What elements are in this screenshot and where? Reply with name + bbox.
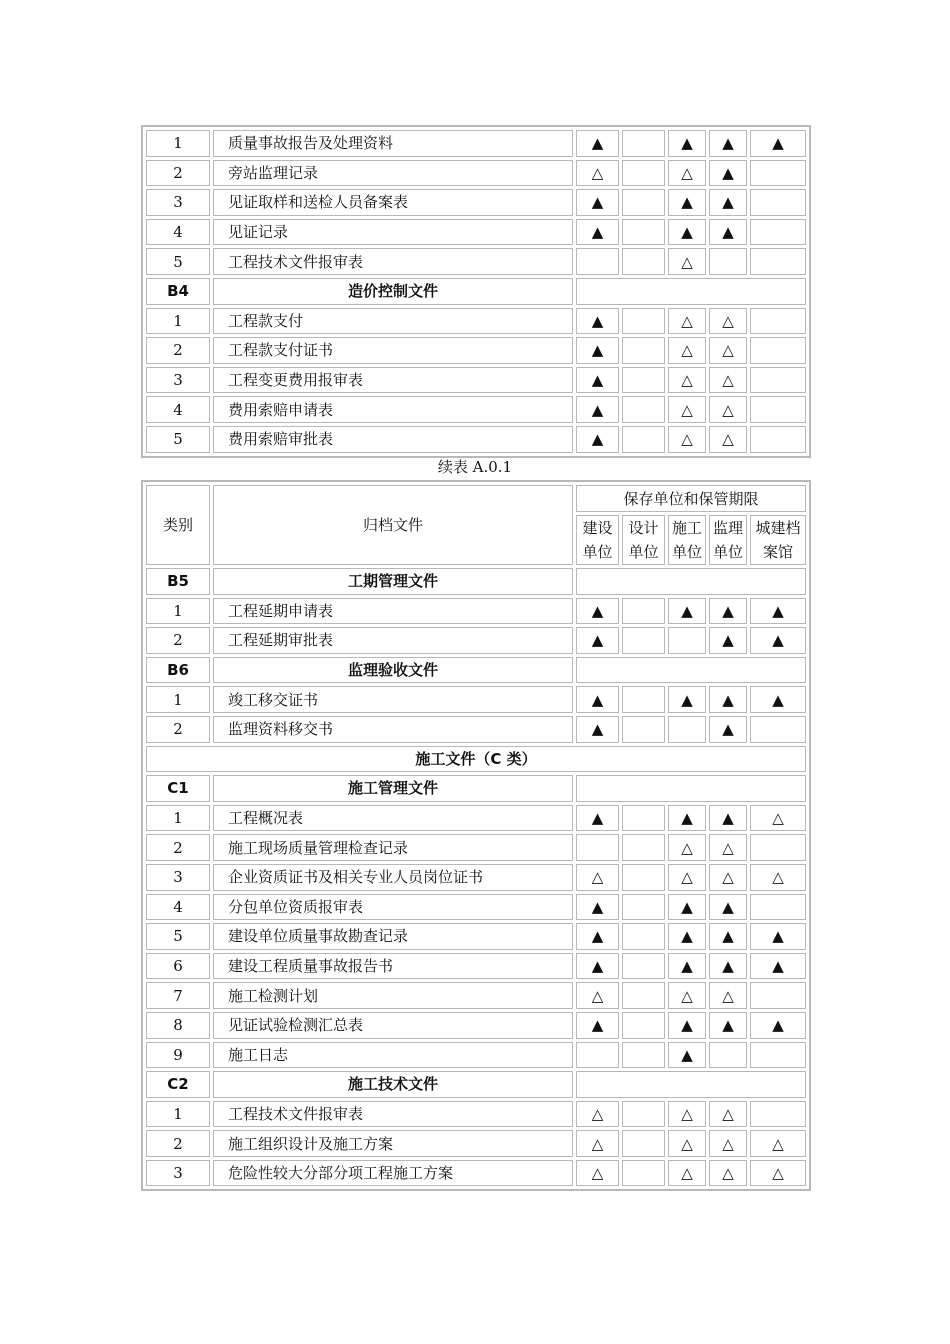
document-name: 质量事故报告及处理资料 [213,130,573,157]
table-caption: 续表 A.0.1 [437,458,513,476]
retention-mark: ▲ [668,598,706,625]
document-name: 企业资质证书及相关专业人员岗位证书 [213,864,573,891]
retention-mark: △ [576,1101,619,1128]
table-row [146,1130,806,1157]
retention-mark [668,627,706,654]
category-title: 施工文件（C 类） [146,746,806,773]
section-title: 监理验收文件 [213,657,573,684]
archive-table-continued [141,480,811,1191]
retention-mark: ▲ [709,923,747,950]
item-number: 1 [146,805,210,832]
retention-mark [750,982,806,1009]
item-number: 1 [146,1101,210,1128]
retention-mark: ▲ [576,367,619,394]
section-blank [576,775,806,802]
item-number: 9 [146,1042,210,1069]
retention-mark [750,219,806,246]
retention-mark [750,337,806,364]
retention-mark: △ [668,1101,706,1128]
retention-mark: ▲ [576,805,619,832]
table-row [146,160,806,187]
document-name: 见证记录 [213,219,573,246]
table-row [146,1012,806,1039]
retention-mark: ▲ [709,894,747,921]
item-number: 7 [146,982,210,1009]
retention-mark: △ [709,367,747,394]
header-document: 归档文件 [213,485,573,565]
table-row [146,1101,806,1128]
table-row [146,337,806,364]
header-unit-archive: 城建档 案馆 [750,515,806,565]
retention-mark [709,248,747,275]
document-name: 工程款支付证书 [213,337,573,364]
retention-mark: ▲ [750,598,806,625]
section-code: B4 [146,278,210,305]
retention-mark [622,1012,665,1039]
table-row [146,716,806,743]
retention-mark: ▲ [709,130,747,157]
section-blank [576,278,806,305]
retention-mark: ▲ [668,219,706,246]
header-unit-design: 设计 单位 [622,515,665,565]
retention-mark: ▲ [668,686,706,713]
document-name: 工程延期申请表 [213,598,573,625]
table-row [146,367,806,394]
retention-mark: △ [668,308,706,335]
retention-mark [668,716,706,743]
retention-mark: ▲ [668,953,706,980]
retention-mark: ▲ [709,716,747,743]
section-code: B5 [146,568,210,595]
retention-mark: ▲ [668,130,706,157]
item-number: 2 [146,716,210,743]
item-number: 4 [146,894,210,921]
item-number: 2 [146,1130,210,1157]
table-row [146,219,806,246]
table-row [146,923,806,950]
document-name: 工程技术文件报审表 [213,1101,573,1128]
retention-mark [750,716,806,743]
retention-mark: ▲ [576,598,619,625]
item-number: 8 [146,1012,210,1039]
section-row [146,657,806,684]
retention-mark: ▲ [576,953,619,980]
section-code: C2 [146,1071,210,1098]
retention-mark [750,396,806,423]
table-row [146,396,806,423]
item-number: 3 [146,367,210,394]
retention-mark: △ [668,426,706,453]
retention-mark: △ [709,1101,747,1128]
retention-mark: ▲ [576,627,619,654]
table-row [146,894,806,921]
document-name: 危险性较大分部分项工程施工方案 [213,1160,573,1187]
retention-mark [622,219,665,246]
retention-mark [622,953,665,980]
item-number: 3 [146,864,210,891]
retention-mark: △ [750,864,806,891]
retention-mark: ▲ [709,219,747,246]
item-number: 2 [146,337,210,364]
section-row [146,568,806,595]
retention-mark [750,426,806,453]
document-name: 分包单位资质报审表 [213,894,573,921]
item-number: 2 [146,160,210,187]
retention-mark: △ [668,834,706,861]
retention-mark: ▲ [576,426,619,453]
retention-mark: △ [576,864,619,891]
retention-mark [622,894,665,921]
item-number: 2 [146,834,210,861]
document-name: 施工现场质量管理检查记录 [213,834,573,861]
header-retention-group: 保存单位和保管期限 [576,485,806,512]
retention-mark: ▲ [576,219,619,246]
document-name: 施工检测计划 [213,982,573,1009]
retention-mark: △ [750,805,806,832]
document-name: 施工日志 [213,1042,573,1069]
table-row [146,426,806,453]
retention-mark: ▲ [750,953,806,980]
table-row [146,189,806,216]
section-blank [576,1071,806,1098]
retention-mark [622,308,665,335]
retention-mark [622,716,665,743]
section-code: B6 [146,657,210,684]
retention-mark: ▲ [750,923,806,950]
retention-mark: △ [750,1160,806,1187]
category-row [146,746,806,773]
retention-mark: ▲ [576,686,619,713]
item-number: 6 [146,953,210,980]
retention-mark [622,598,665,625]
table-row [146,864,806,891]
section-title: 施工技术文件 [213,1071,573,1098]
retention-mark: ▲ [668,894,706,921]
retention-mark [622,130,665,157]
section-blank [576,657,806,684]
document-name: 见证试验检测汇总表 [213,1012,573,1039]
item-number: 1 [146,308,210,335]
retention-mark [622,923,665,950]
item-number: 4 [146,219,210,246]
retention-mark: △ [668,367,706,394]
retention-mark: ▲ [709,805,747,832]
section-row [146,278,806,305]
item-number: 4 [146,396,210,423]
document-name: 工程延期审批表 [213,627,573,654]
header-unit-construction: 建设 单位 [576,515,619,565]
retention-mark [622,1042,665,1069]
document-name: 工程款支付 [213,308,573,335]
table-row [146,953,806,980]
retention-mark: △ [668,1130,706,1157]
retention-mark [622,864,665,891]
item-number: 1 [146,686,210,713]
retention-mark: △ [668,1160,706,1187]
item-number: 1 [146,598,210,625]
retention-mark: △ [668,982,706,1009]
document-name: 工程变更费用报审表 [213,367,573,394]
retention-mark [750,834,806,861]
header-unit-builder: 施工 单位 [668,515,706,565]
retention-mark: ▲ [750,627,806,654]
retention-mark [622,834,665,861]
retention-mark: △ [668,337,706,364]
retention-mark [709,1042,747,1069]
document-name: 工程技术文件报审表 [213,248,573,275]
retention-mark: ▲ [576,396,619,423]
retention-mark: ▲ [709,189,747,216]
retention-mark [622,686,665,713]
retention-mark: ▲ [576,923,619,950]
retention-mark: △ [668,864,706,891]
retention-mark: ▲ [576,1012,619,1039]
retention-mark: ▲ [576,894,619,921]
retention-mark: ▲ [709,598,747,625]
retention-mark [622,982,665,1009]
retention-mark: △ [709,982,747,1009]
section-blank [576,568,806,595]
document-name: 建设单位质量事故勘查记录 [213,923,573,950]
document-name: 监理资料移交书 [213,716,573,743]
retention-mark: △ [576,1130,619,1157]
archive-table-continued-top [141,125,811,458]
retention-mark [622,248,665,275]
retention-mark [750,1101,806,1128]
retention-mark: △ [709,1160,747,1187]
retention-mark [622,189,665,216]
retention-mark [750,367,806,394]
table-row [146,248,806,275]
retention-mark: △ [709,864,747,891]
retention-mark: ▲ [576,189,619,216]
retention-mark [622,1160,665,1187]
retention-mark [750,1042,806,1069]
retention-mark: ▲ [576,308,619,335]
table-row [146,1042,806,1069]
retention-mark: ▲ [709,160,747,187]
table-row [146,1160,806,1187]
retention-mark: ▲ [576,130,619,157]
retention-mark: ▲ [576,337,619,364]
retention-mark: ▲ [750,130,806,157]
document-name: 建设工程质量事故报告书 [213,953,573,980]
item-number: 5 [146,426,210,453]
document-name: 竣工移交证书 [213,686,573,713]
section-title: 工期管理文件 [213,568,573,595]
retention-mark: △ [750,1130,806,1157]
item-number: 5 [146,923,210,950]
retention-mark: ▲ [709,1012,747,1039]
section-code: C1 [146,775,210,802]
retention-mark: △ [709,1130,747,1157]
retention-mark: ▲ [668,923,706,950]
retention-mark [750,248,806,275]
retention-mark [622,426,665,453]
retention-mark: △ [709,337,747,364]
retention-mark [750,894,806,921]
table-row [146,982,806,1009]
retention-mark [622,805,665,832]
retention-mark: △ [709,834,747,861]
document-name: 施工组织设计及施工方案 [213,1130,573,1157]
retention-mark: ▲ [709,627,747,654]
retention-mark [622,367,665,394]
table-row [146,130,806,157]
table-row [146,598,806,625]
retention-mark: △ [709,396,747,423]
retention-mark [750,160,806,187]
retention-mark: △ [668,396,706,423]
retention-mark: ▲ [709,953,747,980]
retention-mark [576,834,619,861]
item-number: 2 [146,627,210,654]
document-name: 工程概况表 [213,805,573,832]
retention-mark [622,1101,665,1128]
section-title: 造价控制文件 [213,278,573,305]
retention-mark: △ [576,982,619,1009]
header-type: 类别 [146,485,210,565]
retention-mark [622,1130,665,1157]
document-name: 旁站监理记录 [213,160,573,187]
retention-mark: ▲ [668,189,706,216]
item-number: 3 [146,189,210,216]
retention-mark [622,396,665,423]
table-row [146,834,806,861]
section-row [146,1071,806,1098]
retention-mark [622,627,665,654]
retention-mark: △ [668,160,706,187]
retention-mark: ▲ [750,686,806,713]
table-row [146,686,806,713]
table-row [146,308,806,335]
retention-mark: ▲ [576,716,619,743]
table-row [146,627,806,654]
document-name: 费用索赔审批表 [213,426,573,453]
table-row [146,805,806,832]
retention-mark [622,337,665,364]
retention-mark: ▲ [668,805,706,832]
item-number: 3 [146,1160,210,1187]
retention-mark [576,1042,619,1069]
retention-mark [622,160,665,187]
item-number: 1 [146,130,210,157]
retention-mark: ▲ [750,1012,806,1039]
retention-mark: △ [668,248,706,275]
retention-mark: △ [576,1160,619,1187]
document-name: 费用索赔申请表 [213,396,573,423]
retention-mark: ▲ [668,1012,706,1039]
retention-mark [750,189,806,216]
retention-mark [576,248,619,275]
retention-mark: ▲ [668,1042,706,1069]
retention-mark: △ [709,426,747,453]
document-name: 见证取样和送检人员备案表 [213,189,573,216]
retention-mark: △ [576,160,619,187]
section-row [146,775,806,802]
retention-mark [750,308,806,335]
section-title: 施工管理文件 [213,775,573,802]
item-number: 5 [146,248,210,275]
header-unit-supervision: 监理 单位 [709,515,747,565]
retention-mark: ▲ [709,686,747,713]
retention-mark: △ [709,308,747,335]
